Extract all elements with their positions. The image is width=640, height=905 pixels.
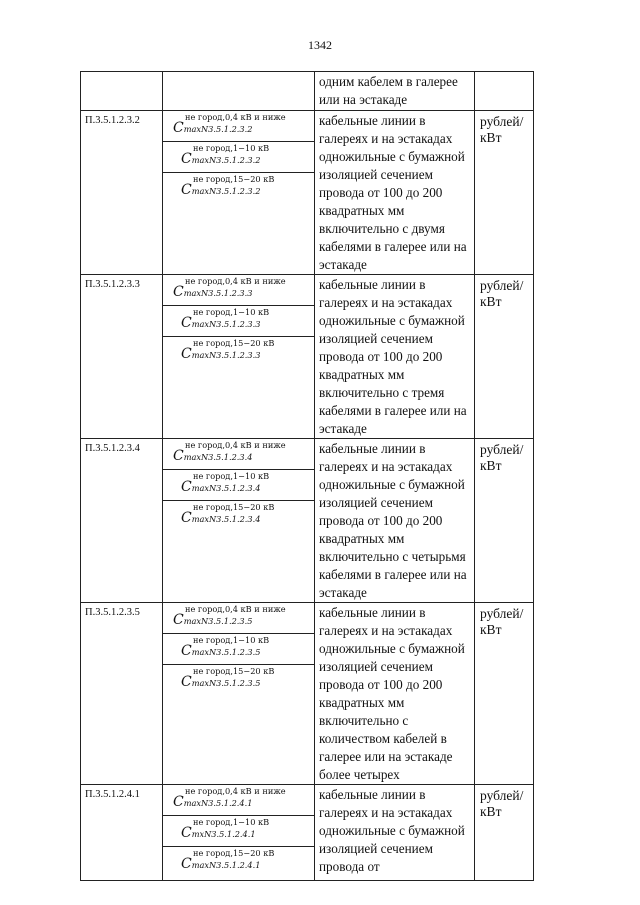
formula-symbol: C — [181, 643, 192, 659]
formula-cell — [163, 439, 315, 603]
formula-superscript: не город,0,4 кВ и ниже — [185, 112, 286, 122]
description-cell — [315, 603, 475, 785]
row-unit: рублей/кВт — [480, 114, 524, 145]
row-code: П.3.5.1.2.3.3 — [85, 279, 140, 290]
table-row — [81, 275, 534, 439]
formula — [163, 439, 314, 470]
row-code: П.3.5.1.2.3.5 — [85, 607, 140, 618]
code-cell — [81, 72, 163, 111]
formula-superscript: не город,15−20 кВ — [193, 338, 275, 348]
row-description: кабельные линии в галереях и на эстакадах одножильные с бумажной изоляцией сечением провода от 100 до 200 квадратных мм включительно с двумя кабелями в галерее или на эстакаде — [319, 113, 467, 272]
code-cell — [81, 603, 163, 785]
formula-superscript: не город,1−10 кВ — [193, 635, 270, 645]
formula-superscript: не город,1−10 кВ — [193, 307, 270, 317]
formula-symbol: C — [181, 151, 192, 167]
formula-subscript: maxN3.5.1.2.3.5 — [191, 678, 261, 688]
formula — [163, 111, 314, 142]
formula-symbol: C — [181, 825, 192, 841]
formula-symbol: C — [181, 674, 192, 690]
formula — [163, 634, 314, 665]
row-description: кабельные линии в галереях и на эстакадах одножильные с бумажной изоляцией сечением провода от 100 до 200 квадратных мм включительно с тремя кабелями в галерее или на эстакаде — [319, 277, 467, 436]
formula-symbol: C — [181, 479, 192, 495]
description-cell — [315, 439, 475, 603]
formula-symbol: C — [173, 794, 184, 810]
row-description: кабельные линии в галереях и на эстакадах одножильные с бумажной изоляцией сечением провода от — [319, 787, 465, 874]
row-description: кабельные линии в галереях и на эстакадах одножильные с бумажной изоляцией сечением провода от 100 до 200 квадратных мм включительно с четырьмя кабелями в галерее или на эстакаде — [319, 441, 467, 600]
formula-cell — [163, 275, 315, 439]
formula-subscript: maxN3.5.1.2.3.2 — [191, 155, 261, 165]
formula-subscript: maxN3.5.1.2.3.4 — [191, 483, 261, 493]
row-unit: рублей/кВт — [480, 442, 524, 473]
formula-subscript: mxN3.5.1.2.4.1 — [191, 829, 256, 839]
formula-symbol: C — [173, 612, 184, 628]
formula-superscript: не город,15−20 кВ — [193, 502, 275, 512]
formula — [163, 816, 314, 847]
formula-superscript: не город,0,4 кВ и ниже — [185, 604, 286, 614]
formula-symbol: C — [181, 182, 192, 198]
description-cell — [315, 275, 475, 439]
formula — [163, 603, 314, 634]
formula-subscript: maxN3.5.1.2.3.3 — [191, 350, 261, 360]
row-description: кабельные линии в галереях и на эстакадах одножильные с бумажной изоляцией сечением провода от 100 до 200 квадратных мм включительно с количеством кабелей в галерее или на эстакаде более четырех — [319, 605, 465, 782]
formula-subscript: maxN3.5.1.2.3.2 — [183, 124, 253, 134]
unit-cell — [475, 785, 534, 881]
unit-cell — [475, 111, 534, 275]
formula-superscript: не город,1−10 кВ — [193, 471, 270, 481]
formula-symbol: C — [181, 346, 192, 362]
formula-subscript: maxN3.5.1.2.3.2 — [191, 186, 261, 196]
formula-subscript: maxN3.5.1.2.4.1 — [191, 860, 261, 870]
unit-cell — [475, 439, 534, 603]
formula-cell — [163, 72, 315, 111]
formula-subscript: maxN3.5.1.2.3.5 — [183, 616, 253, 626]
row-code: П.3.5.1.2.3.4 — [85, 443, 140, 454]
code-cell — [81, 439, 163, 603]
row-unit: рублей/кВт — [480, 788, 524, 819]
unit-cell — [475, 72, 534, 111]
formula — [163, 470, 314, 501]
formula-superscript: не город,15−20 кВ — [193, 848, 275, 858]
row-description: одним кабелем в галерее или на эстакаде — [319, 74, 458, 107]
unit-cell — [475, 275, 534, 439]
formula-subscript: maxN3.5.1.2.3.3 — [183, 288, 253, 298]
table-row — [81, 111, 534, 275]
formula-subscript: maxN3.5.1.2.3.5 — [191, 647, 261, 657]
formula — [163, 665, 314, 696]
formula-cell — [163, 603, 315, 785]
formula-symbol: C — [181, 315, 192, 331]
formula-superscript: не город,15−20 кВ — [193, 666, 275, 676]
code-cell — [81, 111, 163, 275]
formula-cell — [163, 785, 315, 881]
formula — [163, 785, 314, 816]
table-row — [81, 439, 534, 603]
formula-superscript: не город,15−20 кВ — [193, 174, 275, 184]
formula-symbol: C — [181, 510, 192, 526]
code-cell — [81, 785, 163, 881]
formula-subscript: maxN3.5.1.2.3.4 — [183, 452, 253, 462]
formula-superscript: не город,0,4 кВ и ниже — [185, 276, 286, 286]
formula — [163, 847, 314, 878]
row-unit: рублей/кВт — [480, 278, 524, 309]
row-unit: рублей/кВт — [480, 606, 524, 637]
formula-symbol: C — [181, 856, 192, 872]
code-cell — [81, 275, 163, 439]
tariff-table — [80, 71, 534, 881]
formula-symbol: C — [173, 284, 184, 300]
formula — [163, 173, 314, 204]
formula-subscript: maxN3.5.1.2.3.4 — [191, 514, 261, 524]
formula-superscript: не город,0,4 кВ и ниже — [185, 440, 286, 450]
table-row-continuation — [81, 72, 534, 111]
formula-symbol: C — [173, 448, 184, 464]
description-cell — [315, 785, 475, 881]
formula — [163, 275, 314, 306]
description-cell — [315, 111, 475, 275]
formula-symbol: C — [173, 120, 184, 136]
formula — [163, 501, 314, 532]
page-number: 1342 — [308, 38, 332, 52]
formula — [163, 142, 314, 173]
formula-superscript: не город,0,4 кВ и ниже — [185, 786, 286, 796]
formula-subscript: maxN3.5.1.2.4.1 — [183, 798, 253, 808]
formula-superscript: не город,1−10 кВ — [193, 143, 270, 153]
row-unit — [475, 72, 533, 75]
formula-subscript: maxN3.5.1.2.3.3 — [191, 319, 261, 329]
formula-cell — [163, 111, 315, 275]
formula — [163, 306, 314, 337]
row-code: П.3.5.1.2.3.2 — [85, 115, 140, 126]
description-cell — [315, 72, 475, 111]
table-row — [81, 785, 534, 881]
formula — [163, 337, 314, 368]
table-row — [81, 603, 534, 785]
unit-cell — [475, 603, 534, 785]
formula-superscript: не город,1−10 кВ — [193, 817, 270, 827]
row-code — [81, 72, 162, 76]
row-code: П.3.5.1.2.4.1 — [85, 789, 140, 800]
